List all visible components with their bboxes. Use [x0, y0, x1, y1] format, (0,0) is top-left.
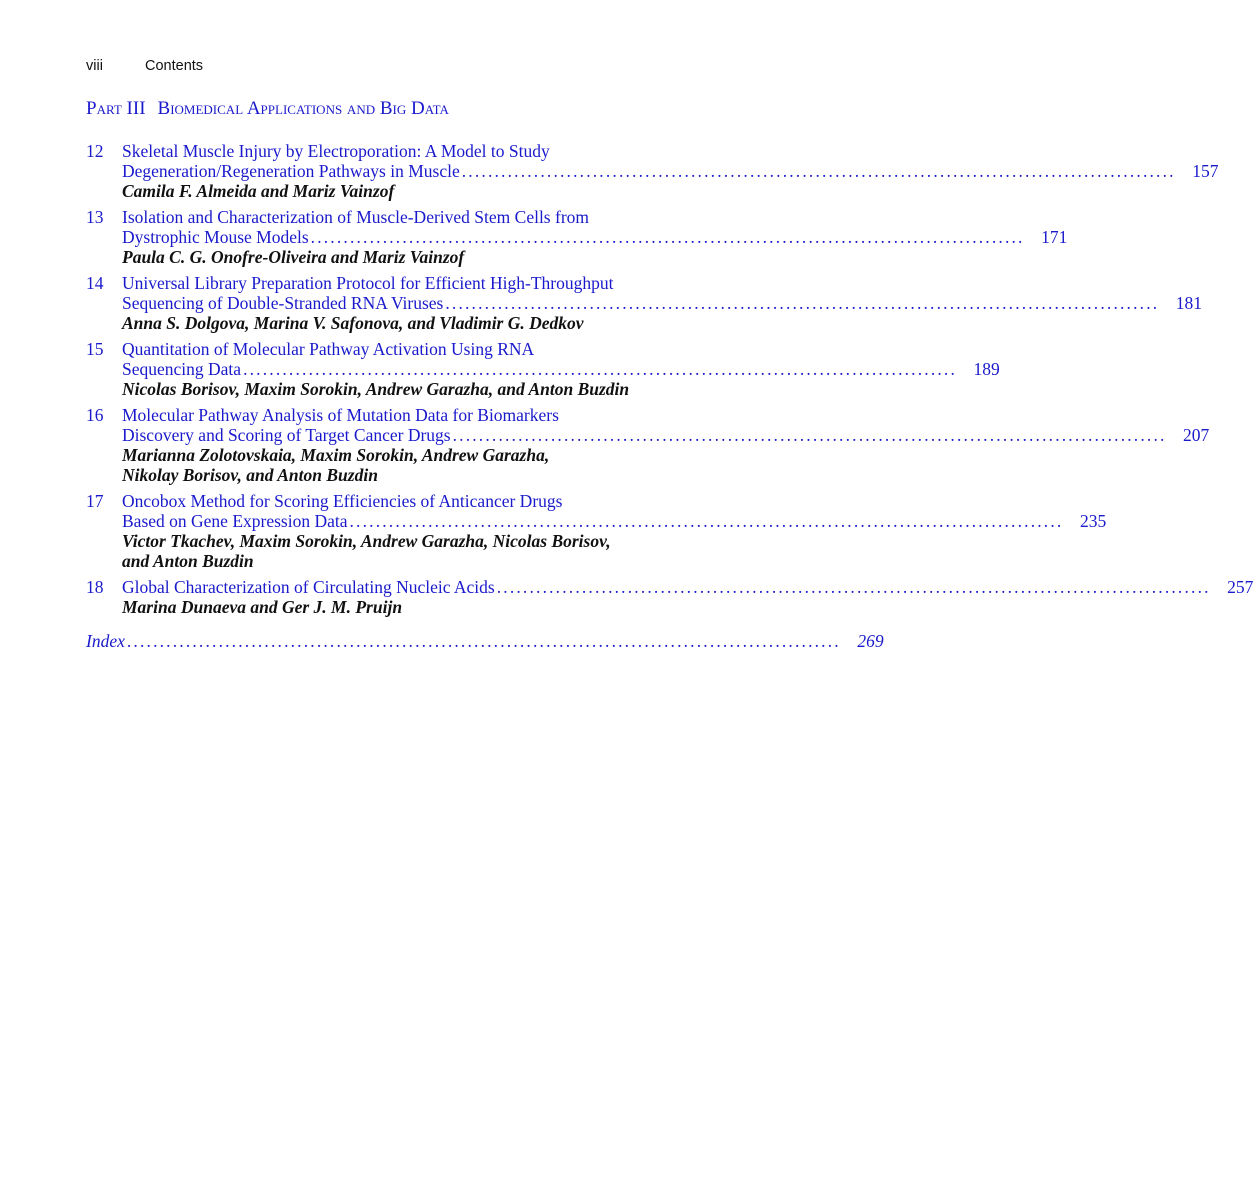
chapter-title-text: Global Characterization of Circulating Nucleic Acids — [122, 577, 495, 597]
chapter-authors: Marianna Zolotovskaia, Maxim Sorokin, Andrew Garazha, — [122, 445, 550, 465]
dot-leader — [453, 425, 1164, 445]
chapter-body — [122, 491, 1106, 571]
chapter-title-last-line[interactable] — [122, 161, 1218, 181]
toc-entry[interactable] — [86, 491, 1107, 571]
chapter-title-last-line[interactable] — [122, 293, 1202, 313]
chapter-title-last-line[interactable] — [122, 227, 1067, 247]
chapter-number: 17 — [86, 491, 104, 511]
chapter-authors: Nikolay Borisov, and Anton Buzdin — [122, 465, 378, 485]
chapter-title-text: Sequencing of Double-Stranded RNA Viruses — [122, 293, 444, 313]
section-title: Contents — [145, 58, 204, 74]
chapter-title-text: Dystrophic Mouse Models — [122, 227, 309, 247]
chapter-title-last-line[interactable] — [122, 577, 1253, 597]
chapter-authors: Anna S. Dolgova, Marina V. Safonova, and Vladimir G. Dedkov — [122, 313, 584, 333]
chapter-number: 15 — [86, 339, 104, 359]
chapter-title-line[interactable]: Skeletal Muscle Injury by Electroporation: A Model to Study — [122, 141, 550, 161]
index-label: Index — [86, 631, 125, 651]
chapter-page: 207 — [1183, 425, 1210, 445]
dot-leader — [497, 577, 1208, 597]
chapter-body — [122, 577, 1253, 617]
chapter-title-line[interactable]: Oncobox Method for Scoring Efficiencies of Anticancer Drugs — [122, 491, 563, 511]
dot-leader — [445, 293, 1156, 313]
page-number: viii — [86, 58, 103, 74]
dot-leader — [462, 161, 1173, 181]
running-head — [86, 58, 203, 74]
chapter-title-last-line[interactable] — [122, 511, 1106, 531]
chapter-authors: and Anton Buzdin — [122, 551, 254, 571]
chapter-body — [122, 339, 1000, 399]
toc-entry[interactable] — [86, 577, 1253, 617]
chapter-body — [122, 207, 1067, 267]
chapter-title-last-line[interactable] — [122, 359, 1000, 379]
part-label: Part III — [86, 98, 146, 119]
dot-leader — [127, 631, 838, 651]
chapter-body — [122, 405, 1209, 485]
part-title: Biomedical Applications and Big Data — [157, 98, 449, 119]
chapter-number: 13 — [86, 207, 104, 227]
chapter-number: 14 — [86, 273, 104, 293]
part-heading[interactable] — [86, 98, 449, 120]
toc-list — [86, 141, 1253, 651]
chapter-authors: Paula C. G. Onofre-Oliveira and Mariz Vainzof — [122, 247, 465, 267]
chapter-title-last-line[interactable] — [122, 425, 1209, 445]
chapter-page: 257 — [1227, 577, 1253, 597]
chapter-authors: Camila F. Almeida and Mariz Vainzof — [122, 181, 395, 201]
chapter-title-text: Discovery and Scoring of Target Cancer Drugs — [122, 425, 451, 445]
chapter-title-text: Degeneration/Regeneration Pathways in Muscle — [122, 161, 460, 181]
chapter-page: 235 — [1079, 511, 1107, 531]
chapter-page: 171 — [1041, 227, 1068, 247]
chapter-body — [122, 273, 1202, 333]
toc-entry[interactable] — [86, 273, 1203, 333]
chapter-title-line[interactable]: Quantitation of Molecular Pathway Activation Using RNA — [122, 339, 535, 359]
chapter-title-line[interactable]: Universal Library Preparation Protocol for Efficient High-Throughput — [122, 273, 614, 293]
chapter-body — [122, 141, 1218, 201]
toc-entry[interactable] — [86, 141, 1219, 201]
dot-leader — [350, 511, 1061, 531]
chapter-authors: Victor Tkachev, Maxim Sorokin, Andrew Garazha, Nicolas Borisov, — [122, 531, 611, 551]
chapter-number: 16 — [86, 405, 104, 425]
toc-entry[interactable] — [86, 405, 1210, 485]
toc-entry[interactable] — [86, 207, 1068, 267]
chapter-title-text: Sequencing Data — [122, 359, 242, 379]
chapter-authors: Nicolas Borisov, Maxim Sorokin, Andrew Garazha, and Anton Buzdin — [122, 379, 630, 399]
index-page: 269 — [857, 631, 884, 651]
chapter-page: 189 — [973, 359, 1000, 379]
dot-leader — [243, 359, 954, 379]
chapter-number: 18 — [86, 577, 104, 597]
toc-index-entry[interactable] — [86, 631, 884, 651]
chapter-page: 157 — [1192, 161, 1219, 181]
chapter-authors: Marina Dunaeva and Ger J. M. Pruijn — [122, 597, 403, 617]
chapter-page: 181 — [1175, 293, 1203, 313]
chapter-number: 12 — [86, 141, 104, 161]
chapter-title-line[interactable]: Molecular Pathway Analysis of Mutation Data for Biomarkers — [122, 405, 559, 425]
chapter-title-text: Based on Gene Expression Data — [122, 511, 348, 531]
dot-leader — [311, 227, 1022, 247]
toc-entry[interactable] — [86, 339, 1000, 399]
chapter-title-line[interactable]: Isolation and Characterization of Muscle-Derived Stem Cells from — [122, 207, 590, 227]
